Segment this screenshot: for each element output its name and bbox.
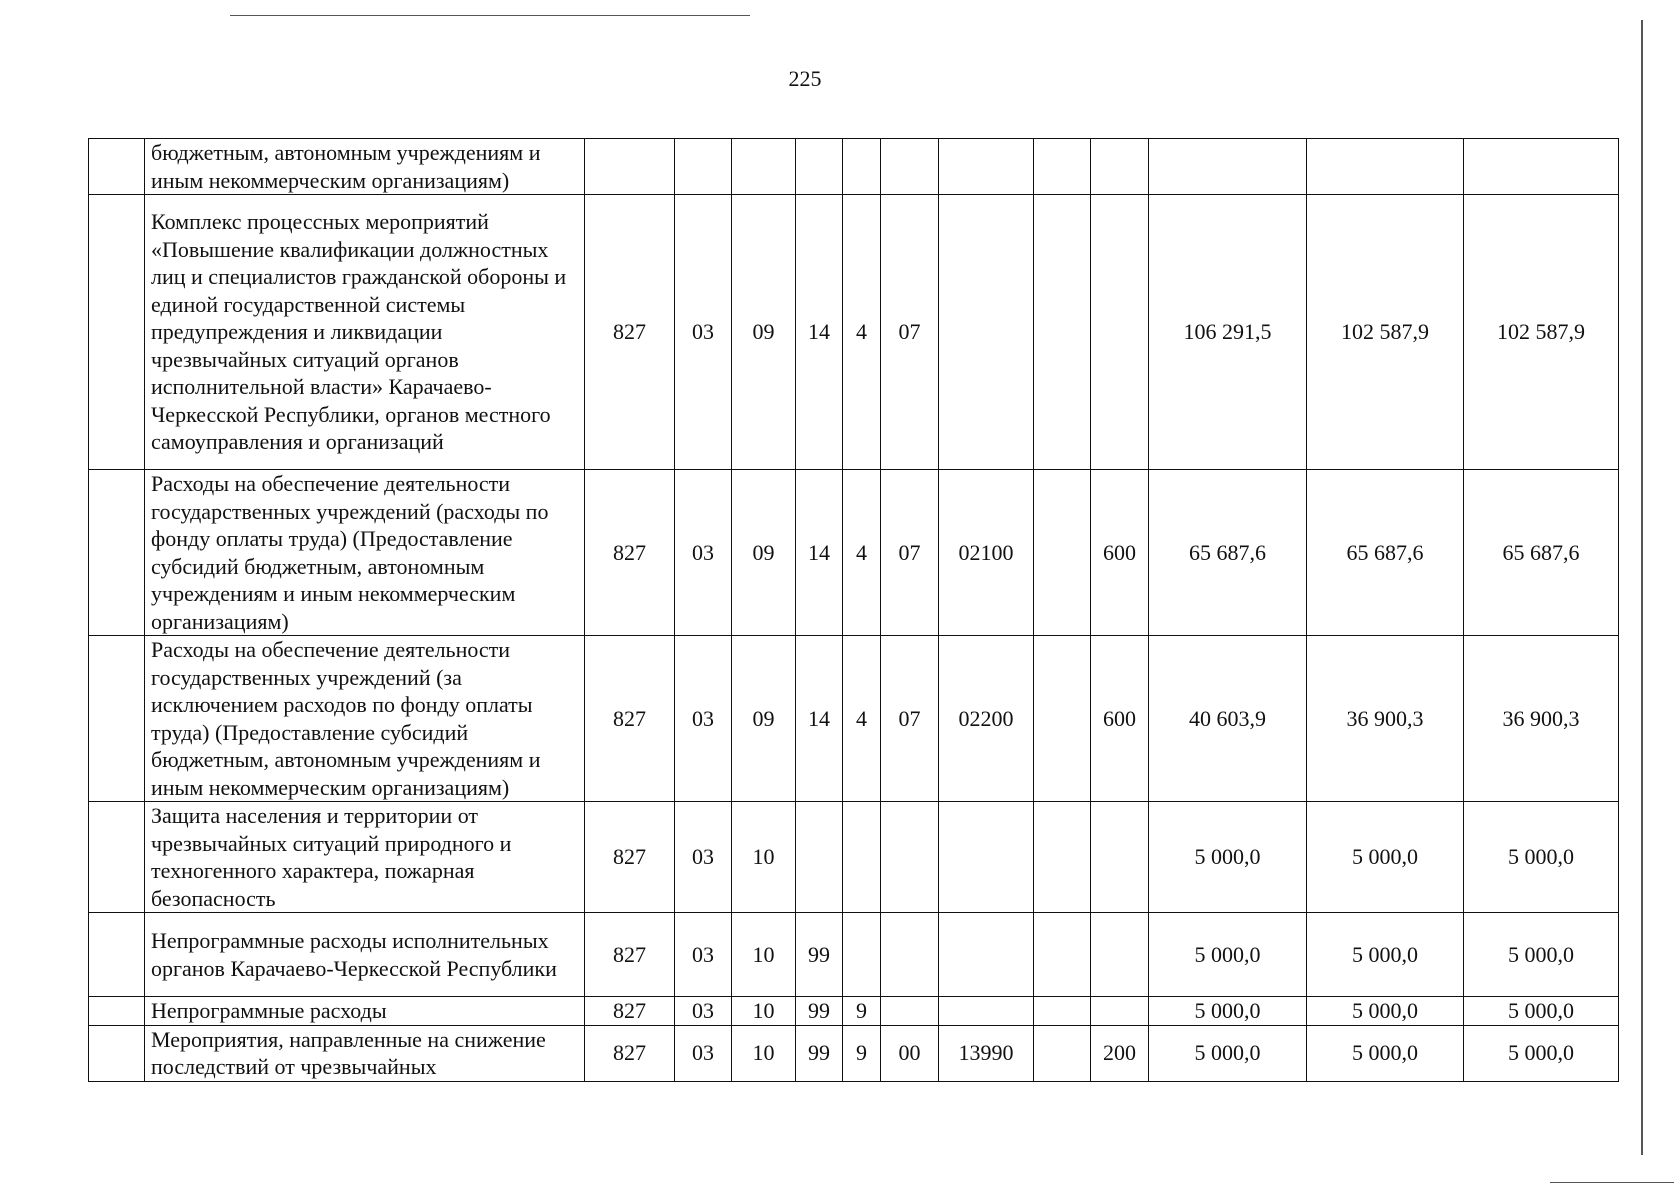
row-number-cell [89, 913, 145, 997]
amount-year-1-cell: 5 000,0 [1149, 913, 1307, 997]
table-row [89, 913, 1619, 997]
expense-type-code-cell: 200 [1091, 1025, 1149, 1081]
subprogram-code-cell: 4 [843, 470, 881, 636]
amount-year-2-cell: 5 000,0 [1307, 802, 1464, 913]
scan-top-line [230, 15, 750, 16]
program-code-cell: 99 [796, 997, 843, 1026]
amount-year-3-cell: 5 000,0 [1464, 802, 1619, 913]
amount-year-1-cell: 5 000,0 [1149, 1025, 1307, 1081]
activity-code-cell: 07 [881, 195, 939, 470]
expense-type-code-cell: 600 [1091, 470, 1149, 636]
amount-year-1-cell: 40 603,9 [1149, 636, 1307, 802]
activity-code-cell [881, 139, 939, 195]
expense-code-cell [939, 997, 1034, 1026]
table-row [89, 636, 1619, 802]
spare-code-cell [1034, 470, 1091, 636]
program-code-cell [796, 802, 843, 913]
section-code-cell: 03 [675, 802, 732, 913]
program-code-cell: 99 [796, 1025, 843, 1081]
spare-code-cell [1034, 997, 1091, 1026]
spare-code-cell [1034, 802, 1091, 913]
spare-code-cell [1034, 636, 1091, 802]
expense-code-cell: 02200 [939, 636, 1034, 802]
program-code-cell [796, 139, 843, 195]
amount-year-3-cell [1464, 139, 1619, 195]
amount-year-2-cell: 36 900,3 [1307, 636, 1464, 802]
spare-code-cell [1034, 913, 1091, 997]
table-row [89, 997, 1619, 1026]
subsection-code-cell [732, 139, 796, 195]
description-cell: Расходы на обеспечение деятельности государственных учреждений (за исключением расходов по фонду оплаты труда) (Предоставление субсидий бюджетным, автономным учреждениям и иным некоммерческим организациям) [145, 636, 585, 802]
budget-table [88, 138, 1619, 1082]
section-code-cell: 03 [675, 997, 732, 1026]
subsection-code-cell: 10 [732, 997, 796, 1026]
program-code-cell: 14 [796, 470, 843, 636]
row-number-cell [89, 470, 145, 636]
amount-year-2-cell: 102 587,9 [1307, 195, 1464, 470]
row-number-cell [89, 139, 145, 195]
amount-year-3-cell: 5 000,0 [1464, 913, 1619, 997]
expense-code-cell: 02100 [939, 470, 1034, 636]
subprogram-code-cell [843, 139, 881, 195]
spare-code-cell [1034, 1025, 1091, 1081]
description-cell: Мероприятия, направленные на снижение последствий от чрезвычайных [145, 1025, 585, 1081]
subprogram-code-cell: 9 [843, 997, 881, 1026]
description-cell: Комплекс процессных мероприятий «Повышение квалификации должностных лиц и специалистов гражданской обороны и единой государственной системы предупреждения и ликвидации чрезвычайных ситуаций органов исполнительной власти» Карачаево-Черкесской Республики, органов местного самоуправления и организаций [145, 195, 585, 470]
subsection-code-cell: 10 [732, 1025, 796, 1081]
amount-year-3-cell: 5 000,0 [1464, 997, 1619, 1026]
description-cell: Непрограммные расходы [145, 997, 585, 1026]
amount-year-3-cell: 65 687,6 [1464, 470, 1619, 636]
ministry-code-cell: 827 [585, 1025, 675, 1081]
expense-code-cell [939, 139, 1034, 195]
expense-code-cell [939, 195, 1034, 470]
activity-code-cell [881, 997, 939, 1026]
activity-code-cell: 07 [881, 470, 939, 636]
table-row [89, 195, 1619, 470]
subprogram-code-cell: 9 [843, 1025, 881, 1081]
amount-year-2-cell: 5 000,0 [1307, 1025, 1464, 1081]
expense-type-code-cell [1091, 195, 1149, 470]
expense-type-code-cell [1091, 997, 1149, 1026]
scan-right-line [1641, 20, 1643, 1155]
activity-code-cell: 00 [881, 1025, 939, 1081]
ministry-code-cell: 827 [585, 470, 675, 636]
subsection-code-cell: 10 [732, 802, 796, 913]
program-code-cell: 14 [796, 636, 843, 802]
section-code-cell [675, 139, 732, 195]
expense-type-code-cell [1091, 913, 1149, 997]
expense-code-cell [939, 802, 1034, 913]
row-number-cell [89, 802, 145, 913]
description-cell: Расходы на обеспечение деятельности государственных учреждений (расходы по фонду оплаты труда) (Предоставление субсидий бюджетным, автономным учреждениям и иным некоммерческим организациям) [145, 470, 585, 636]
program-code-cell: 14 [796, 195, 843, 470]
spare-code-cell [1034, 139, 1091, 195]
amount-year-2-cell: 5 000,0 [1307, 913, 1464, 997]
amount-year-1-cell: 5 000,0 [1149, 997, 1307, 1026]
description-cell: Защита населения и территории от чрезвычайных ситуаций природного и техногенного характера, пожарная безопасность [145, 802, 585, 913]
subsection-code-cell: 09 [732, 636, 796, 802]
section-code-cell: 03 [675, 913, 732, 997]
spare-code-cell [1034, 195, 1091, 470]
activity-code-cell [881, 802, 939, 913]
amount-year-2-cell: 5 000,0 [1307, 997, 1464, 1026]
amount-year-2-cell: 65 687,6 [1307, 470, 1464, 636]
row-number-cell [89, 1025, 145, 1081]
table-row [89, 470, 1619, 636]
table-row [89, 802, 1619, 913]
activity-code-cell: 07 [881, 636, 939, 802]
expense-code-cell [939, 913, 1034, 997]
ministry-code-cell: 827 [585, 195, 675, 470]
section-code-cell: 03 [675, 636, 732, 802]
amount-year-2-cell [1307, 139, 1464, 195]
expense-type-code-cell: 600 [1091, 636, 1149, 802]
row-number-cell [89, 195, 145, 470]
table-row [89, 139, 1619, 195]
amount-year-1-cell [1149, 139, 1307, 195]
amount-year-3-cell: 102 587,9 [1464, 195, 1619, 470]
ministry-code-cell: 827 [585, 802, 675, 913]
amount-year-1-cell: 65 687,6 [1149, 470, 1307, 636]
row-number-cell [89, 636, 145, 802]
subsection-code-cell: 10 [732, 913, 796, 997]
subprogram-code-cell: 4 [843, 636, 881, 802]
activity-code-cell [881, 913, 939, 997]
ministry-code-cell: 827 [585, 913, 675, 997]
subprogram-code-cell [843, 913, 881, 997]
section-code-cell: 03 [675, 1025, 732, 1081]
section-code-cell: 03 [675, 195, 732, 470]
subprogram-code-cell [843, 802, 881, 913]
page-number: 225 [788, 66, 822, 91]
subsection-code-cell: 09 [732, 470, 796, 636]
subprogram-code-cell: 4 [843, 195, 881, 470]
row-number-cell [89, 997, 145, 1026]
amount-year-3-cell: 5 000,0 [1464, 1025, 1619, 1081]
program-code-cell: 99 [796, 913, 843, 997]
amount-year-3-cell: 36 900,3 [1464, 636, 1619, 802]
description-cell: бюджетным, автономным учреждениям и иным некоммерческим организациям) [145, 139, 585, 195]
ministry-code-cell [585, 139, 675, 195]
scan-bottom-line [1550, 1182, 1674, 1183]
description-cell: Непрограммные расходы исполнительных органов Карачаево-Черкесской Республики [145, 913, 585, 997]
expense-type-code-cell [1091, 802, 1149, 913]
ministry-code-cell: 827 [585, 997, 675, 1026]
section-code-cell: 03 [675, 470, 732, 636]
subsection-code-cell: 09 [732, 195, 796, 470]
amount-year-1-cell: 106 291,5 [1149, 195, 1307, 470]
expense-code-cell: 13990 [939, 1025, 1034, 1081]
table-row [89, 1025, 1619, 1081]
expense-type-code-cell [1091, 139, 1149, 195]
amount-year-1-cell: 5 000,0 [1149, 802, 1307, 913]
ministry-code-cell: 827 [585, 636, 675, 802]
